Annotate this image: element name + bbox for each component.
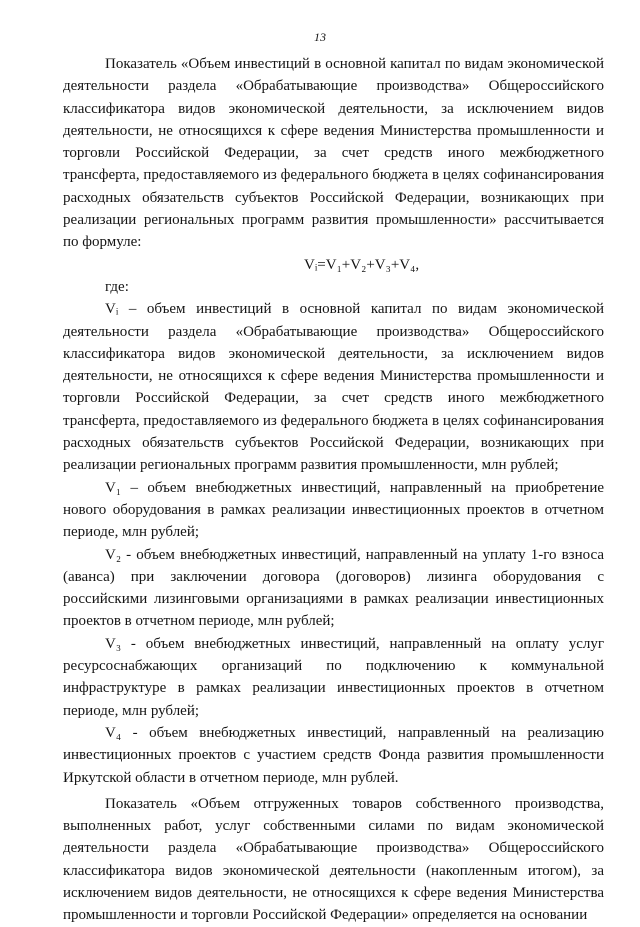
formula: Vᵢ=V₁+V₂+V₃+V₄, bbox=[304, 256, 420, 273]
paragraph-indicator-shipped: Показатель «Объем отгруженных товаров собственного производства, выполненных работ, услуг собственными силами по видам экономической деятельности раздела «Обрабатывающие производства» Общероссийского классификатора видов экономической деятельности (накопленным итогом), за исключением видов деятельности, не относящихся к сфере ведения Министерства промышленности и торговли Российской Федерации» определяется на основании bbox=[63, 795, 604, 924]
definition-v1: V₁ – объем внебюджетных инвестиций, направленный на приобретение нового оборудования в рамках реализации инвестиционных проектов в отчетном периоде, млн рублей; bbox=[63, 479, 604, 541]
paragraph-indicator-intro: Показатель «Объем инвестиций в основной капитал по видам экономической деятельности раздела «Обрабатывающие производства» Общероссийского классификатора видов экономической деятельности, за исключением видов деятельности, не относящихся к сфере ведения Министерства промышленности и торговли Российской Федерации, за счет средств иного межбюджетного трансферта, предоставляемого из федерального бюджета в целях софинансирования расходных обязательств субъектов Российской Федерации, возникающих при реализации региональных программ развития промышленности» рассчитывается по формуле: bbox=[63, 56, 604, 251]
document-body bbox=[63, 53, 604, 927]
definition-v2: V₂ - объем внебюджетных инвестиций, направленный на уплату 1-го взноса (аванса) при заключении договора (договоров) лизинга оборудования с российскими лизинговыми организациями в рамках реализации инвестиционных проектов в отчетном периоде, млн рублей; bbox=[63, 546, 604, 630]
definition-v3: V₃ - объем внебюджетных инвестиций, направленный на оплату услуг ресурсоснабжающих организаций по подключению к коммунальной инфраструктуре в рамках реализации инвестиционных проектов в отчетном периоде, млн рублей; bbox=[63, 635, 604, 719]
definition-vi: Vᵢ – объем инвестиций в основной капитал по видам экономической деятельности раздела «Обрабатывающие производства» Общероссийского классификатора видов экономической деятельности, за исключением видов деятельности, не относящихся к сфере ведения Министерства промышленности и торговли Российской Федерации, за счет средств иного межбюджетного трансферта, предоставляемого из федерального бюджета в целях софинансирования расходных обязательств субъектов Российской Федерации, возникающих при реализации региональных программ развития промышленности, млн рублей; bbox=[63, 301, 604, 474]
page-number: 13 bbox=[314, 30, 326, 44]
where-label: где: bbox=[105, 278, 129, 295]
definition-v4: V₄ - объем внебюджетных инвестиций, направленный на реализацию инвестиционных проектов с участием средств Фонда развития промышленности Иркутской области в отчетном периоде, млн рублей. bbox=[63, 724, 604, 786]
